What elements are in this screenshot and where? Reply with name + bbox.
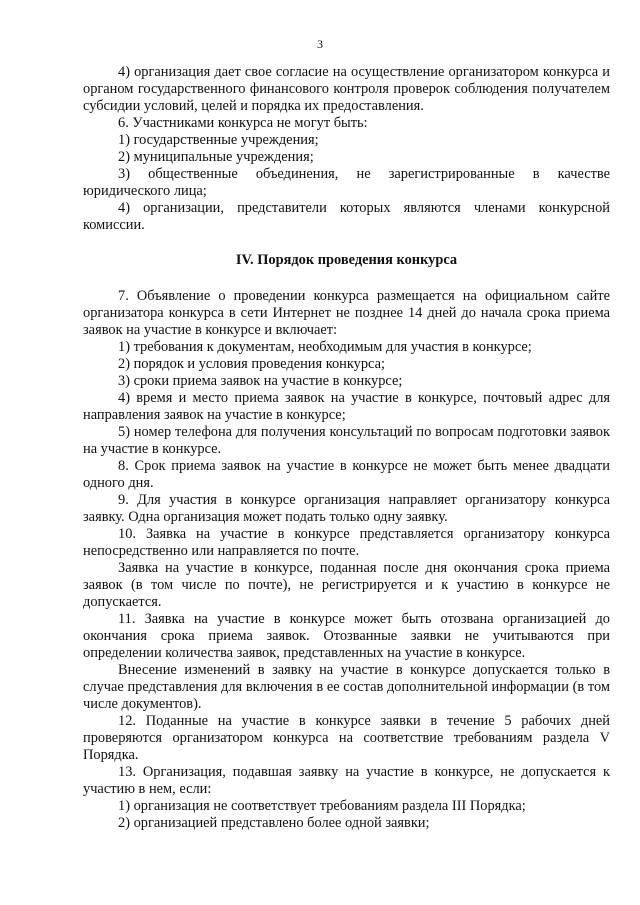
list-item-phone-number: 5) номер телефона для получения консультаций по вопросам подготовки заявок на участие в конкурсе. (83, 424, 610, 457)
list-item-state-institutions: 1) государственные учреждения; (118, 132, 319, 148)
paragraph-12-review: 12. Поданные на участие в конкурсе заявки в течение 5 рабочих дней проверяются организатором конкурса на соответствие требованиям раздела V Порядка. (83, 713, 610, 763)
paragraph-7-announcement: 7. Объявление о проведении конкурса размещается на официальном сайте организатора конкурса в сети Интернет не позднее 14 дней до начала срока приема заявок на участие в конкурсе и включает: (83, 288, 610, 338)
list-item-application-dates: 3) сроки приема заявок на участие в конкурсе; (118, 373, 403, 389)
list-item-time-place-address: 4) время и место приема заявок на участие в конкурсе, почтовый адрес для направления заявок на участие в конкурсе; (83, 390, 610, 423)
paragraph-10-submission: 10. Заявка на участие в конкурсе представляется организатору конкурса непосредственно или направляется по почте. (83, 526, 610, 559)
list-item-procedure-conditions: 2) порядок и условия проведения конкурса; (118, 356, 385, 372)
section-heading: IV. Порядок проведения конкурса (235, 252, 458, 268)
paragraph-13-rejection: 13. Организация, подавшая заявку на участие в конкурсе, не допускается к участию в нем, если: (83, 764, 610, 797)
paragraph-item-4-consent: 4) организация дает свое согласие на осуществление организатором конкурса и органом государственного финансового контроля проверок соблюдения получателем субсидии условий, целей и порядка их предоставления. (83, 64, 610, 114)
paragraph-6-intro: 6. Участниками конкурса не могут быть: (118, 115, 368, 131)
paragraph-late-application: Заявка на участие в конкурсе, поданная после дня окончания срока приема заявок (в том числе по почте), не регистрируется и к участию в конкурсе не допускается. (83, 560, 610, 610)
list-item-municipal-institutions: 2) муниципальные учреждения; (118, 149, 314, 165)
document-body (83, 64, 610, 832)
list-item-multiple-applications: 2) организацией представлено более одной заявки; (118, 815, 430, 831)
paragraph-8-period: 8. Срок приема заявок на участие в конкурсе не может быть менее двадцати одного дня. (83, 458, 610, 491)
paragraph-9-application: 9. Для участия в конкурсе организация направляет организатору конкурса заявку. Одна организация может подать только одну заявку. (83, 492, 610, 525)
paragraph-changes: Внесение изменений в заявку на участие в конкурсе допускается только в случае представления для включения в ее состав дополнительной информации (в том числе документов). (83, 662, 610, 712)
list-item-public-associations: 3) общественные объединения, не зарегистрированные в качестве юридического лица; (83, 166, 610, 199)
page-number: 3 (317, 37, 323, 51)
list-item-requirements-mismatch: 1) организация не соответствует требованиям раздела III Порядка; (118, 798, 526, 814)
paragraph-11-withdrawal: 11. Заявка на участие в конкурсе может быть отозвана организацией до окончания срока приема заявок. Отозванные заявки не учитываются при определении количества заявок, представленных на участие в конкурсе. (83, 611, 610, 661)
list-item-commission-members: 4) организации, представители которых являются членами конкурсной комиссии. (83, 200, 610, 233)
list-item-document-requirements: 1) требования к документам, необходимым для участия в конкурсе; (118, 339, 532, 355)
